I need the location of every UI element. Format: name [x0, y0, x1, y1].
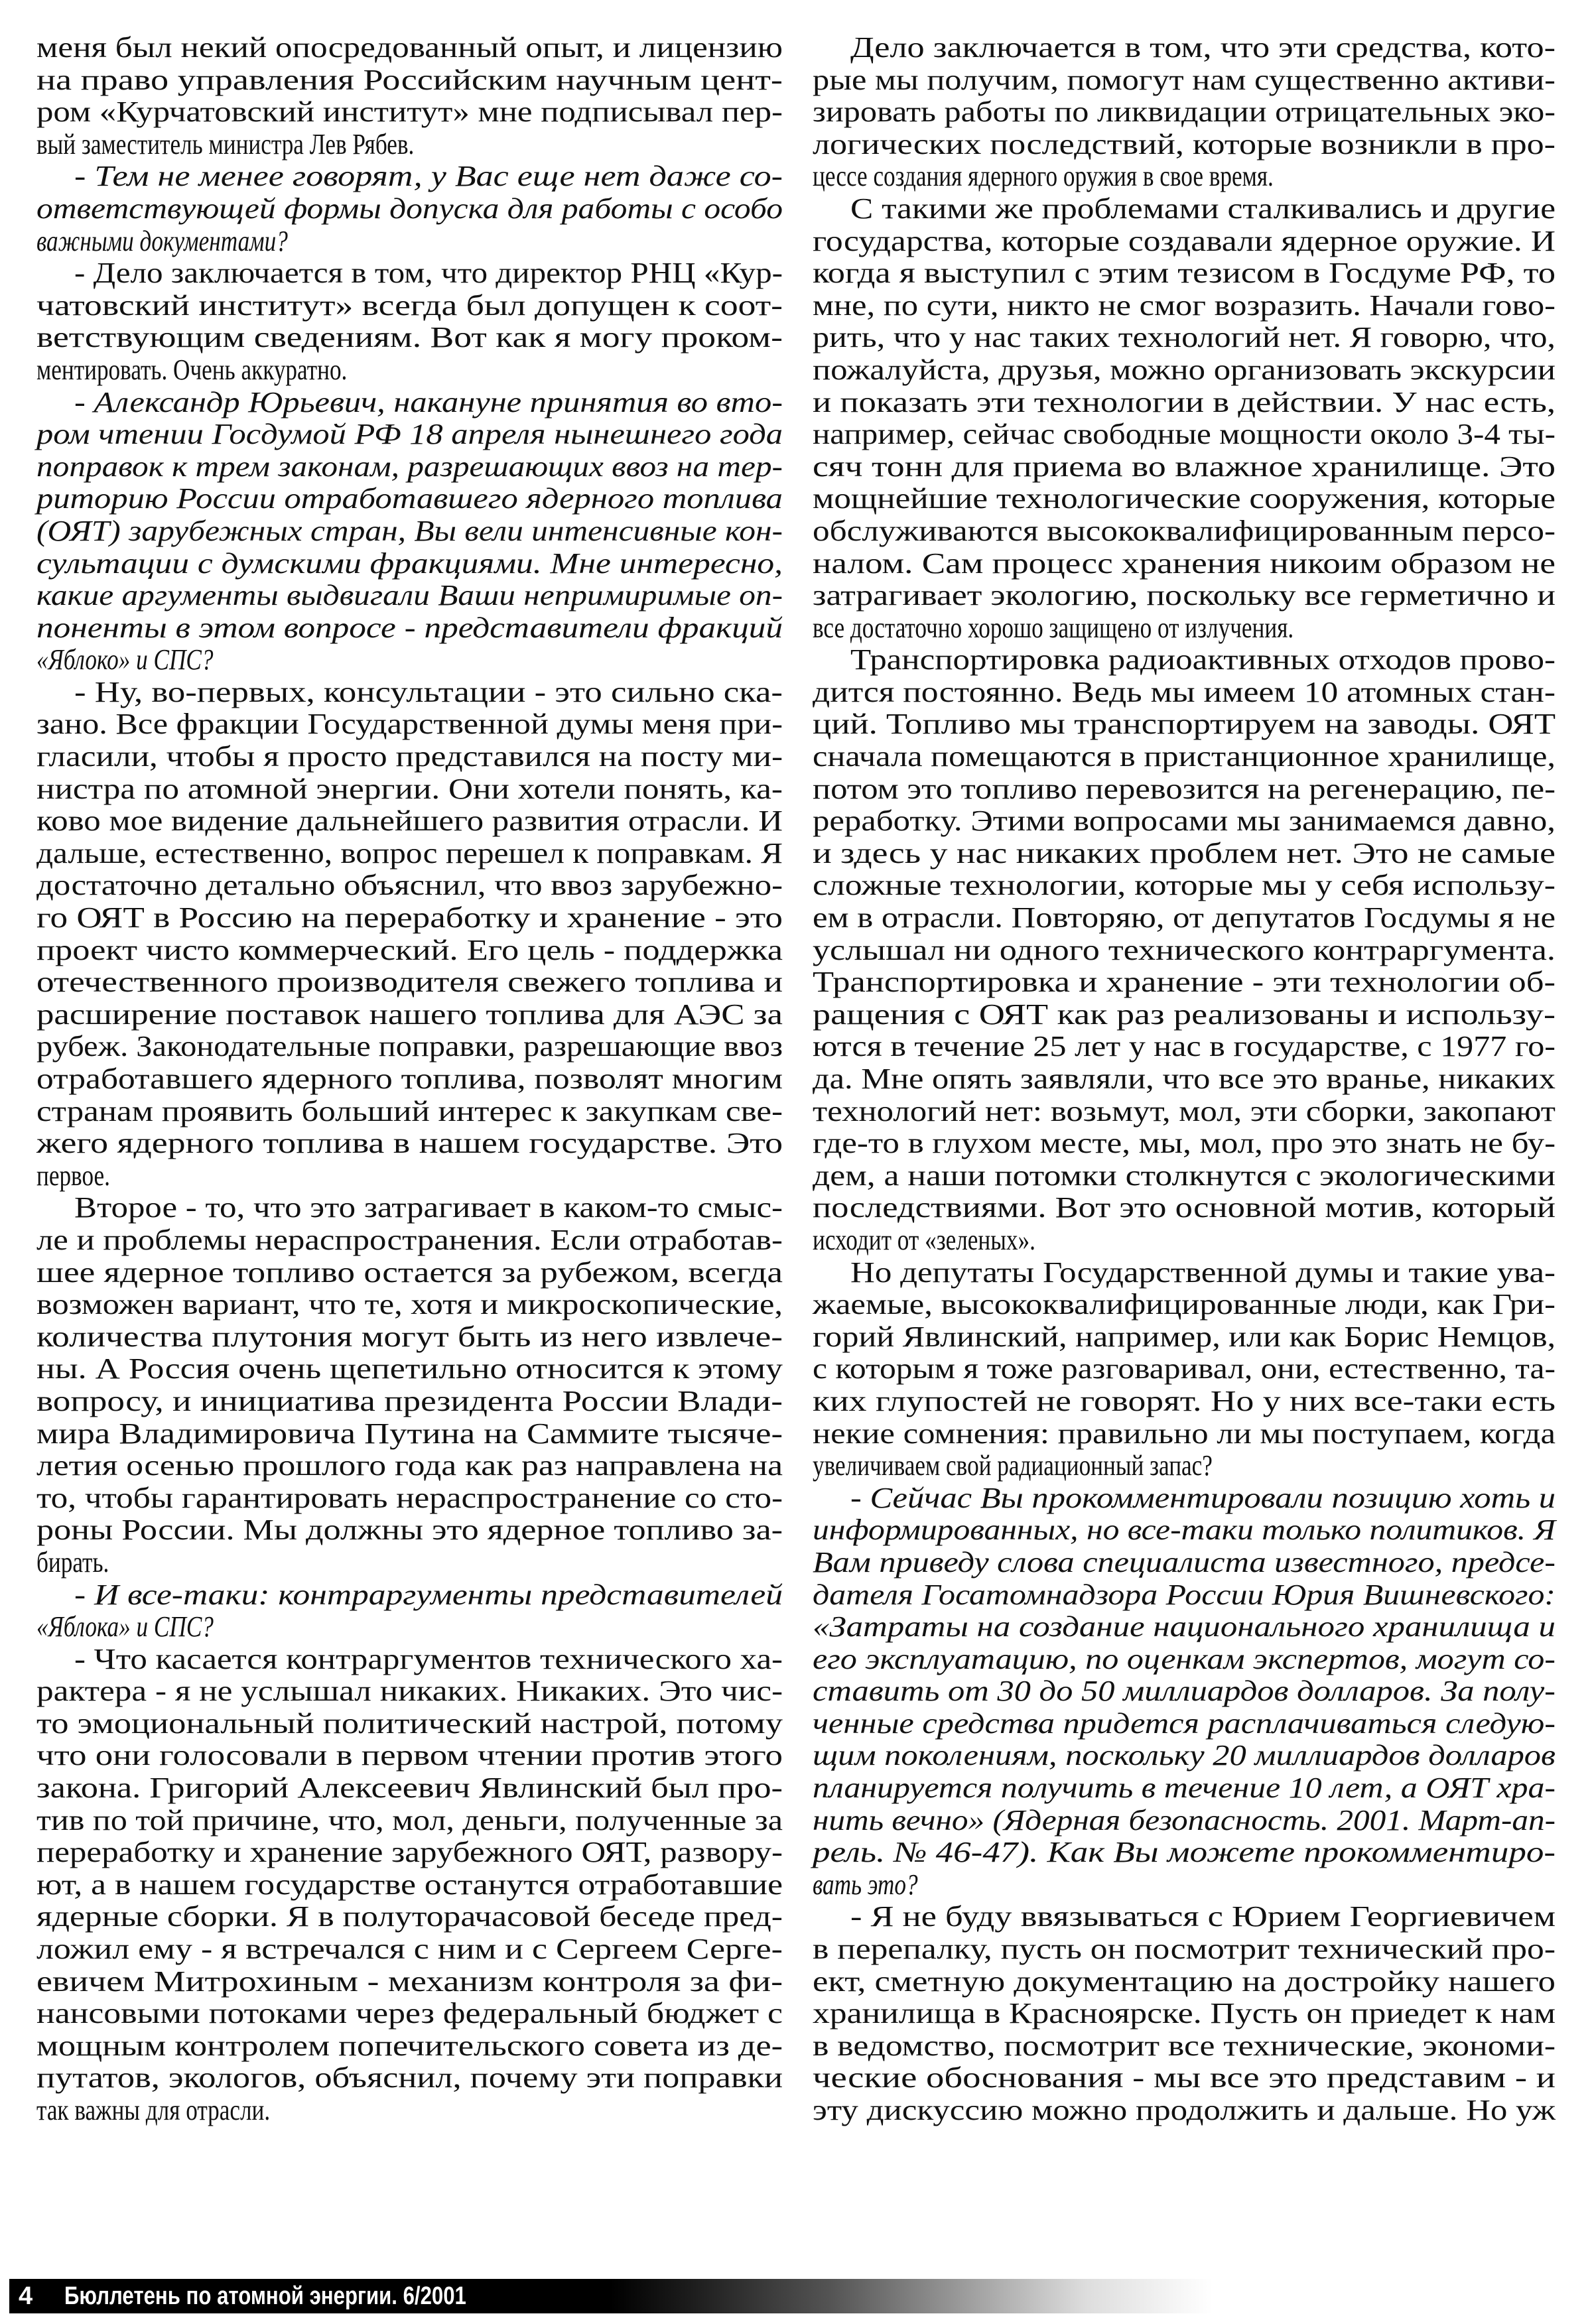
body-text-line — [813, 290, 1556, 322]
text-line-content: «Яблока» и СПС? — [36, 1610, 214, 1644]
question-text-line — [36, 548, 783, 580]
body-text-line — [813, 2030, 1556, 2063]
text-line-content: ром чтении Госдумой РФ 18 апреля нынешнего года — [36, 418, 783, 451]
body-text-line — [813, 1289, 1556, 1321]
body-text-line — [813, 2062, 1556, 2095]
text-line-content: ны. А Россия очень щепетильно относится к этому — [36, 1352, 783, 1386]
text-line-content: закона. Григорий Алексеевич Явлинский был про- — [36, 1772, 783, 1805]
text-line-content: С такими же проблемами сталкивались и другие — [850, 192, 1556, 225]
text-line-content: гласили, чтобы я просто представился на посту ми- — [36, 740, 783, 773]
body-text-line — [813, 1933, 1556, 1966]
body-text-line — [813, 483, 1556, 515]
text-line-content: рель. № 46-47). Как Вы можете прокомментиро- — [813, 1836, 1556, 1869]
question-text-line — [36, 161, 783, 193]
question-text-line — [36, 226, 783, 258]
body-text-line — [813, 1063, 1556, 1096]
text-line-content: роны России. Мы должны это ядерное топливо за- — [36, 1514, 783, 1547]
body-text-line — [813, 257, 1556, 290]
body-text-line — [813, 96, 1556, 129]
text-line-content: мощнейшие технологические сооружения, которые — [813, 482, 1556, 515]
text-line-content: тив по той причине, что, мол, деньги, полученные за — [36, 1803, 783, 1837]
body-text-line — [36, 2095, 783, 2127]
body-text-line — [36, 902, 783, 935]
body-text-line — [813, 1321, 1556, 1354]
text-line-content: важными документами? — [36, 224, 288, 257]
body-text-line — [36, 708, 783, 741]
text-line-content: так важны для отрасли. — [36, 2094, 271, 2126]
question-text-line — [36, 193, 783, 226]
text-line-content: «Яблоко» и СПС? — [36, 643, 214, 677]
body-text-line — [36, 1063, 783, 1096]
text-line-content: Транспортировка радиоактивных отходов прово- — [850, 643, 1556, 677]
text-line-content: сложные технологии, которые мы у себя использу- — [813, 869, 1556, 902]
text-line-content: ких глупостей не говорят. Но у них все-таки есть — [813, 1384, 1556, 1417]
text-line-content: затрагивает экологию, поскольку все герметично и — [813, 579, 1556, 612]
text-line-content: рые мы получим, помогут нам существенно активи- — [813, 63, 1556, 96]
text-line-content: и здесь у нас никаких проблем нет. Это не самые — [813, 836, 1556, 870]
text-line-content: дателя Госатомнадзора России Юрия Вишневского: — [813, 1578, 1556, 1611]
text-line-content: ют, а в нашем государстве останутся отработавшие — [36, 1868, 783, 1901]
body-text-line — [36, 1708, 783, 1740]
body-text-line — [813, 451, 1556, 484]
question-text-line — [36, 387, 783, 419]
text-line-content: зировать работы по ликвидации отрицательных эко- — [813, 96, 1556, 129]
text-line-content: рить, что у нас таких технологий нет. Я говорю, что, — [813, 321, 1556, 354]
text-line-content: ядерные сборки. Я в полуторачасовой беседе пред- — [36, 1900, 783, 1933]
body-text-line — [36, 1514, 783, 1547]
text-line-content: вый заместитель министра Лев Рябев. — [36, 127, 415, 161]
body-text-line — [813, 741, 1556, 773]
text-line-content: мне, по сути, никто не смог возразить. Начали гово- — [813, 289, 1556, 322]
body-text-line — [813, 902, 1556, 935]
text-line-content: жего ядерного топлива в нашем государстве. Это — [36, 1127, 783, 1160]
body-text-line — [36, 1192, 783, 1224]
body-text-line — [36, 2062, 783, 2095]
text-line-content: ответствующей формы допуска для работы с особо — [36, 192, 783, 225]
text-line-content: нистра по атомной энергии. Они хотели понять, ка- — [36, 772, 783, 805]
text-line-content: исходит от «зеленых». — [813, 1223, 1035, 1256]
text-line-content: горий Явлинский, например, или как Борис Немцов, — [813, 1320, 1556, 1353]
text-line-content: и показать эти технологии в действии. У нас есть, — [813, 385, 1556, 419]
text-line-content: жаемые, высококвалифицированные люди, как Гри- — [813, 1288, 1556, 1321]
text-line-content: возможен вариант, что те, хотя и микроскопические, — [36, 1288, 783, 1321]
text-line-content: ческие обоснования - мы все это представим - и — [813, 2061, 1556, 2095]
body-text-line — [813, 838, 1556, 870]
text-line-content: риторию России отработавшего ядерного топлива — [36, 482, 783, 515]
body-text-line — [813, 1192, 1556, 1224]
text-line-content: - Сейчас Вы прокомментировали позицию хоть и — [850, 1481, 1556, 1514]
question-text-line — [36, 515, 783, 548]
text-line-content: путатов, экологов, объяснил, почему эти поправки — [36, 2061, 783, 2095]
text-line-content: Второе - то, что это затрагивает в каком-то смыс- — [74, 1191, 783, 1224]
text-line-content: сначала помещаются в пристанционное хранилище, — [813, 740, 1556, 773]
body-text-line — [813, 1998, 1556, 2030]
text-line-content: ложил ему - я встречался с ним и с Сергеем Серге- — [36, 1933, 783, 1966]
body-text-line — [813, 612, 1556, 645]
text-line-content: то эмоциональный политический настрой, потому — [36, 1707, 783, 1740]
text-line-content: нансовыми потоками через федеральный бюджет с — [36, 1997, 783, 2030]
text-line-content: ково мое видение дальнейшего развития отрасли. И — [36, 805, 783, 838]
body-text-line — [36, 1805, 783, 1837]
text-line-content: - Я не буду ввязываться с Юрием Георгиевичем — [850, 1900, 1556, 1933]
body-text-line — [36, 96, 783, 129]
text-line-content: ект, сметную документацию на достройку нашего — [813, 1965, 1556, 1998]
text-line-content: ветствующим сведениям. Вот как я могу проком- — [36, 321, 783, 354]
body-text-line — [813, 1353, 1556, 1386]
body-text-line — [813, 32, 1556, 64]
text-line-content: Транспортировка и хранение - эти технологии об- — [813, 966, 1556, 999]
left-column — [36, 32, 783, 2127]
text-line-content: государства, которые создавали ядерное оружие. И — [813, 224, 1556, 257]
body-text-line — [813, 1160, 1556, 1193]
text-line-content: - Дело заключается в том, что директор РНЦ «Кур- — [74, 257, 783, 290]
body-text-line — [813, 322, 1556, 354]
text-line-content: сяч тонн для приема во влажное хранилище. Это — [813, 450, 1556, 483]
body-text-line — [36, 322, 783, 354]
text-line-content: дится постоянно. Ведь мы имеем 10 атомных стан- — [813, 675, 1556, 708]
body-text-line — [36, 64, 783, 97]
body-text-line — [813, 1450, 1556, 1482]
page-number: 4 — [19, 2282, 33, 2310]
body-text-line — [36, 999, 783, 1031]
question-text-line — [813, 1514, 1556, 1547]
text-line-content: пожалуйста, друзья, можно организовать экскурсии — [813, 353, 1556, 386]
body-text-line — [813, 677, 1556, 709]
text-line-content: какие аргументы выдвигали Ваши непримиримые оп- — [36, 579, 783, 612]
body-text-line — [36, 1257, 783, 1289]
text-line-content: ле и проблемы нераспространения. Если отработав- — [36, 1223, 783, 1256]
body-text-line — [813, 354, 1556, 387]
body-text-line — [813, 999, 1556, 1031]
question-text-line — [36, 580, 783, 612]
text-line-content: поправок к трем законам, разрешающих ввоз на тер- — [36, 450, 783, 483]
text-line-content: потом это топливо перевозится на регенерацию, пе- — [813, 772, 1556, 805]
body-text-line — [36, 257, 783, 290]
text-line-content: последствиями. Вот это основной мотив, который — [813, 1191, 1556, 1224]
body-text-line — [813, 773, 1556, 806]
body-text-line — [36, 1482, 783, 1515]
body-text-line — [36, 935, 783, 967]
question-text-line — [813, 1675, 1556, 1708]
text-line-content: проект чисто коммерческий. Его цель - поддержка — [36, 933, 783, 966]
body-text-line — [36, 1901, 783, 1933]
text-line-content: с которым я тоже разговаривал, они, естественно, та- — [813, 1352, 1556, 1386]
body-text-line — [36, 677, 783, 709]
text-line-content: щим поколениям, поскольку 20 миллиардов долларов — [813, 1739, 1556, 1772]
text-line-content: то, чтобы гарантировать нераспространение со сто- — [36, 1481, 783, 1514]
question-text-line — [813, 1869, 1556, 1902]
body-text-line — [36, 1321, 783, 1354]
question-text-line — [813, 1805, 1556, 1837]
body-text-line — [813, 580, 1556, 612]
body-text-line — [813, 1418, 1556, 1451]
body-text-line — [36, 1998, 783, 2030]
footer — [9, 2279, 554, 2313]
text-line-content: ментировать. Очень аккуратно. — [36, 353, 348, 386]
body-text-line — [813, 966, 1556, 999]
body-text-line — [36, 1837, 783, 1869]
question-text-line — [813, 1772, 1556, 1805]
text-line-content: отечественного производителя свежего топлива и — [36, 966, 783, 999]
text-line-content: количества плутония могут быть из него извлече- — [36, 1320, 783, 1353]
body-text-line — [36, 870, 783, 902]
text-line-content: хранилища в Красноярске. Пусть он приедет к нам — [813, 1997, 1556, 2030]
text-line-content: - Александр Юрьевич, накануне принятия во вто- — [74, 385, 783, 419]
text-line-content: нить вечно» (Ядерная безопасность. 2001. Март-ап- — [813, 1803, 1556, 1837]
text-line-content: отработавшего ядерного топлива, позволят многим — [36, 1063, 783, 1095]
body-text-line — [36, 838, 783, 870]
body-text-line — [36, 805, 783, 838]
question-text-line — [36, 1611, 783, 1644]
body-text-line — [36, 354, 783, 387]
question-text-line — [36, 419, 783, 451]
question-text-line — [36, 612, 783, 645]
body-text-line — [36, 1128, 783, 1160]
body-text-line — [36, 1289, 783, 1321]
question-text-line — [36, 1579, 783, 1612]
text-line-content: ченные средства придется расплачиваться следую- — [813, 1707, 1556, 1740]
text-line-content: переработку и хранение зарубежного ОЯТ, развору- — [36, 1836, 783, 1869]
question-text-line — [813, 1644, 1556, 1676]
text-line-content: расширение поставок нашего топлива для АЭС за — [36, 998, 783, 1031]
text-line-content: обслуживаются высококвалифицированным персо- — [813, 514, 1556, 547]
body-text-line — [36, 2030, 783, 2063]
body-text-line — [813, 419, 1556, 451]
body-text-line — [36, 1224, 783, 1257]
text-line-content: Но депутаты Государственной думы и такие ува- — [850, 1256, 1556, 1289]
text-line-content: дем, а наши потомки столкнутся с экологическими — [813, 1159, 1556, 1192]
text-line-content: мощным контролем попечительского совета из де- — [36, 2029, 783, 2062]
body-text-line — [813, 1031, 1556, 1063]
text-line-content: вать это? — [813, 1868, 918, 1901]
body-text-line — [813, 193, 1556, 226]
body-text-line — [36, 741, 783, 773]
question-text-line — [813, 1837, 1556, 1869]
text-line-content: ются в течение 25 лет у нас в государстве, с 1977 го- — [813, 1030, 1556, 1063]
body-text-line — [36, 773, 783, 806]
text-line-content: - Ну, во-первых, консультации - это сильно ска- — [74, 675, 783, 708]
body-text-line — [813, 129, 1556, 161]
body-text-line — [36, 1386, 783, 1418]
text-line-content: мира Владимировича Путина на Саммите тысяче- — [36, 1417, 783, 1450]
body-text-line — [813, 708, 1556, 741]
body-text-line — [813, 1966, 1556, 1998]
text-line-content: что они голосовали в первом чтении против этого — [36, 1739, 783, 1772]
body-text-line — [813, 161, 1556, 193]
text-line-content: «Затраты на создание национального хранилища и — [813, 1610, 1556, 1644]
body-text-line — [813, 1224, 1556, 1257]
text-line-content: да. Мне опять заявляли, что все это вранье, никаких — [813, 1063, 1556, 1095]
body-text-line — [36, 1933, 783, 1966]
text-line-content: информированных, но все-таки только политиков. Я — [813, 1514, 1556, 1547]
text-line-content: (ОЯТ) зарубежных стран, Вы вели интенсивные кон- — [36, 514, 783, 547]
text-line-content: шее ядерное топливо остается за рубежом, всегда — [36, 1256, 783, 1289]
body-text-line — [813, 1386, 1556, 1418]
text-line-content: некие сомнения: правильно ли мы поступаем, когда — [813, 1417, 1556, 1450]
text-line-content: в перепалку, пусть он посмотрит технический про- — [813, 1933, 1556, 1966]
text-line-content: например, сейчас свободные мощности около 3-4 ты- — [813, 418, 1556, 451]
question-text-line — [36, 644, 783, 677]
publication-title: Бюллетень по атомной энергии. 6/2001 — [64, 2282, 466, 2310]
text-line-content: сультации с думскими фракциями. Мне интересно, — [36, 547, 783, 580]
text-line-content: в ведомство, посмотрит все технические, экономи- — [813, 2029, 1556, 2062]
body-text-line — [36, 1740, 783, 1772]
text-line-content: налом. Сам процесс хранения никоим образом не — [813, 547, 1556, 580]
text-line-content: первое. — [36, 1159, 110, 1192]
text-line-content: его эксплуатацию, по оценкам экспертов, могут со- — [813, 1642, 1556, 1675]
body-text-line — [813, 1901, 1556, 1933]
body-text-line — [36, 1966, 783, 1998]
question-text-line — [813, 1611, 1556, 1644]
text-line-content: логических последствий, которые возникли в про- — [813, 127, 1556, 161]
body-text-line — [36, 1450, 783, 1482]
text-line-content: услышал ни одного технического контраргумента. — [813, 933, 1556, 966]
text-line-content: цессе создания ядерного оружия в свое время. — [813, 160, 1274, 193]
text-line-content: - Что касается контраргументов технического ха- — [74, 1642, 783, 1675]
text-line-content: эту дискуссию можно продолжить и дальше. Но уж — [813, 2094, 1556, 2126]
text-line-content: ставить от 30 до 50 миллиардов долларов. За полу- — [813, 1675, 1556, 1708]
body-text-line — [813, 64, 1556, 97]
body-text-line — [813, 1096, 1556, 1128]
text-line-content: дальше, естественно, вопрос перешел к поправкам. Я — [36, 836, 783, 870]
text-line-content: где-то в глухом месте, мы, мол, про это знать не бу- — [813, 1127, 1556, 1160]
text-line-content: - Тем не менее говорят, у Вас еще нет даже со- — [74, 160, 783, 193]
text-line-content: ций. Топливо мы транспортируем на заводы. ОЯТ — [813, 708, 1556, 741]
text-line-content: чатовский институт» всегда был допущен к соот- — [36, 289, 783, 322]
body-text-line — [36, 32, 783, 64]
question-text-line — [813, 1708, 1556, 1740]
text-line-content: летия осенью прошлого года как раз направлена на — [36, 1449, 783, 1482]
text-line-content: технологий нет: возьмут, мол, эти сборки, закопают — [813, 1094, 1556, 1128]
body-text-line — [36, 1353, 783, 1386]
body-text-line — [36, 1675, 783, 1708]
body-text-line — [36, 1547, 783, 1579]
body-text-line — [36, 1644, 783, 1676]
text-line-content: рубеж. Законодательные поправки, разрешающие ввоз — [36, 1030, 783, 1063]
text-line-content: достаточно детально объяснил, что ввоз зарубежно- — [36, 869, 783, 902]
question-text-line — [813, 1482, 1556, 1515]
body-text-line — [36, 129, 783, 161]
text-line-content: - И все-таки: контраргументы представителей — [74, 1578, 783, 1611]
body-text-line — [813, 2095, 1556, 2127]
body-text-line — [813, 1128, 1556, 1160]
text-line-content: странам проявить больший интерес к закупкам све- — [36, 1094, 783, 1128]
question-text-line — [36, 451, 783, 484]
body-text-line — [36, 1772, 783, 1805]
body-text-line — [813, 935, 1556, 967]
body-text-line — [36, 1869, 783, 1902]
text-line-content: го ОЯТ в Россию на переработку и хранение - это — [36, 901, 783, 935]
text-line-content: все достаточно хорошо защищено от излучения. — [813, 611, 1294, 644]
text-line-content: поненты в этом вопросе - представители фракций — [36, 611, 783, 644]
body-text-line — [36, 1031, 783, 1063]
body-text-line — [813, 226, 1556, 258]
body-text-line — [813, 870, 1556, 902]
right-column — [813, 32, 1556, 2127]
question-text-line — [36, 483, 783, 515]
body-text-line — [813, 1257, 1556, 1289]
text-line-content: евичем Митрохиным - механизм контроля за фи- — [36, 1965, 783, 1998]
text-line-content: рактера - я не услышал никаких. Никаких. Это чис- — [36, 1675, 783, 1708]
question-text-line — [813, 1579, 1556, 1612]
text-line-content: бирать. — [36, 1545, 109, 1579]
body-text-line — [813, 805, 1556, 838]
body-text-line — [36, 290, 783, 322]
body-text-line — [813, 548, 1556, 580]
text-line-content: увеличиваем свой радиационный запас? — [813, 1449, 1213, 1482]
text-line-content: планируется получить в течение 10 лет, а ОЯТ хра- — [813, 1772, 1556, 1805]
body-text-line — [813, 644, 1556, 677]
body-text-line — [36, 966, 783, 999]
text-line-content: зано. Все фракции Государственной думы меня при- — [36, 708, 783, 741]
text-line-content: когда я выступил с этим тезисом в Госдуме РФ, то — [813, 257, 1556, 290]
body-text-line — [36, 1418, 783, 1451]
body-text-line — [36, 1160, 783, 1193]
text-line-content: реработку. Этими вопросами мы занимаемся давно, — [813, 805, 1556, 838]
body-text-line — [813, 387, 1556, 419]
text-line-content: Вам приведу слова специалиста известного, предсе- — [813, 1545, 1556, 1579]
text-line-content: ром «Курчатовский институт» мне подписывал пер- — [36, 96, 783, 129]
text-line-content: ем в отрасли. Повторяю, от депутатов Госдумы я не — [813, 901, 1556, 935]
body-text-line — [36, 1096, 783, 1128]
text-line-content: ращения с ОЯТ как раз реализованы и использу- — [813, 998, 1556, 1031]
text-line-content: вопросу, и инициатива президента России Влади- — [36, 1384, 783, 1417]
body-text-line — [813, 515, 1556, 548]
question-text-line — [813, 1547, 1556, 1579]
text-line-content: Дело заключается в том, что эти средства, кото- — [850, 31, 1556, 64]
text-line-content: меня был некий опосредованный опыт, и лицензию — [36, 31, 783, 64]
question-text-line — [813, 1740, 1556, 1772]
text-line-content: на право управления Российским научным цент- — [36, 63, 783, 96]
